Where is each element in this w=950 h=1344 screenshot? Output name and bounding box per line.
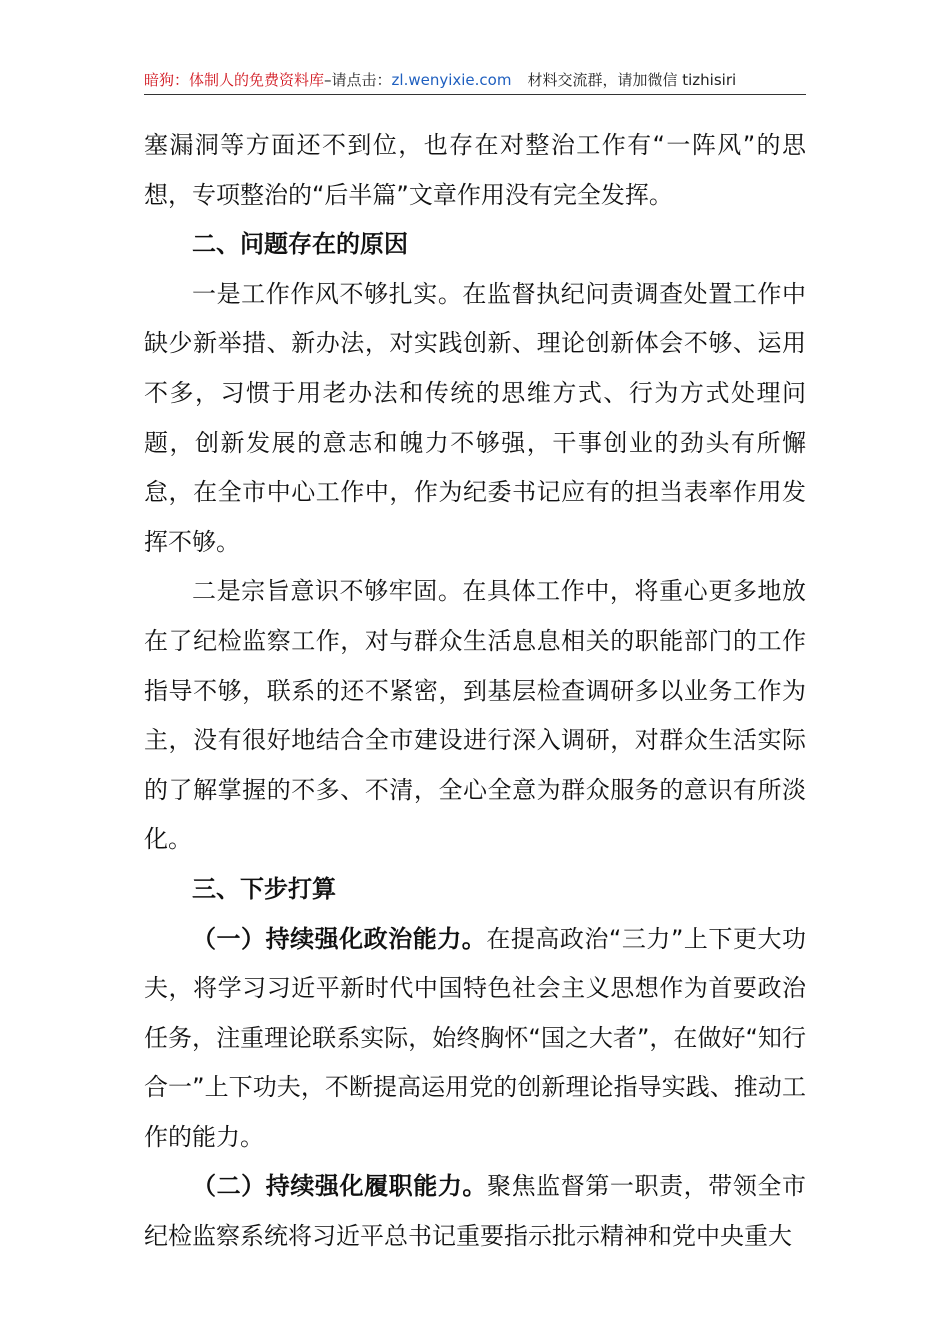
paragraph-body-duty: 聚焦监督第一职责，带领全市纪检监察系统将习近平总书记重要指示批示精神和党中央重大 bbox=[144, 1172, 806, 1251]
paragraph-purpose-awareness: 二是宗旨意识不够牢固。在具体工作中，将重心更多地放在了纪检监察工作，对与群众生活息息相关的职能部门的工作指导不够，联系的还不紧密，到基层检查调研多以业务工作为主，没有很好地结合全市建设进行深入调研，对群众生活实际的了解掌握的不多、不清，全心全意为群众服务的意识有所淡化。 bbox=[144, 577, 806, 854]
page-header bbox=[144, 68, 806, 95]
document-body bbox=[144, 121, 806, 1262]
section-heading-next-steps: 三、下步打算 bbox=[192, 874, 336, 903]
paragraph-political-ability bbox=[144, 915, 806, 1163]
paragraph-duty-ability bbox=[144, 1162, 806, 1261]
paragraph-lead-duty: （二）持续强化履职能力。 bbox=[192, 1172, 487, 1201]
paragraph-lead-political: （一）持续强化政治能力。 bbox=[192, 924, 487, 953]
paragraph-continuation: 塞漏洞等方面还不到位，也存在对整治工作有“一阵风”的思想，专项整治的“后半篇”文章作用没有完全发挥。 bbox=[144, 131, 806, 209]
paragraph-body-political: 在提高政治“三力”上下更大功夫，将学习习近平新时代中国特色社会主义思想作为首要政治任务，注重理论联系实际，始终胸怀“国之大者”，在做好“知行合一”上下功夫，不断提高运用党的创新理论指导实践、推动工作的能力。 bbox=[144, 924, 807, 1151]
header-click-label: –请点击： bbox=[324, 71, 392, 89]
section-heading-causes: 二、问题存在的原因 bbox=[192, 230, 408, 259]
header-contact: 材料交流群，请加微信 tizhisiri bbox=[527, 71, 737, 89]
header-brand: 暗狗：体制人的免费资料库 bbox=[144, 71, 325, 89]
header-url-link[interactable]: zl.wenyixie.com bbox=[391, 71, 512, 89]
paragraph-work-style: 一是工作作风不够扎实。在监督执纪问责调查处置工作中缺少新举措、新办法，对实践创新、理论创新体会不够、运用不多，习惯于用老办法和传统的思维方式、行为方式处理问题，创新发展的意志和魄力不够强，干事创业的劲头有所懈怠，在全市中心工作中，作为纪委书记应有的担当表率作用发挥不够。 bbox=[144, 279, 806, 556]
